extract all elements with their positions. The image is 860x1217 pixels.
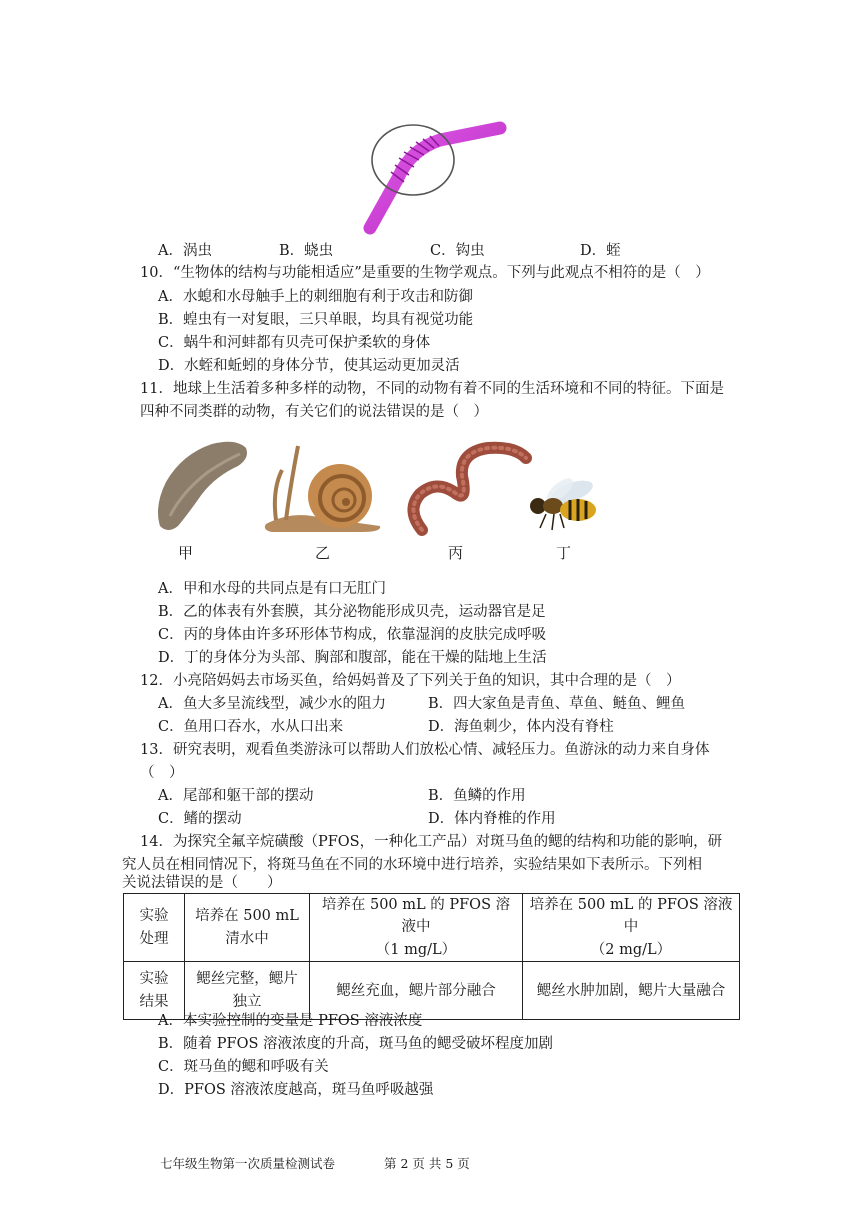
q10-option-b: B．蝗虫有一对复眼，三只单眼，均具有视觉功能 <box>158 312 474 328</box>
q12-option-b: B．四大家鱼是青鱼、草鱼、鲢鱼、鲤鱼 <box>428 696 686 712</box>
q9-option-c: C．钩虫 <box>430 243 485 259</box>
q13-option-a: A．尾部和躯干部的摆动 <box>158 788 314 804</box>
flatworm-illustration <box>152 436 252 536</box>
q12-option-a: A．鱼大多呈流线型，减少水的阻力 <box>158 696 386 712</box>
q12-option-d: D．海鱼刺少，体内没有脊柱 <box>428 719 614 735</box>
table-cell: 鳃丝完整，鳃片 独立 <box>185 962 310 1020</box>
q12-option-c: C．鱼用口吞水，水从口出来 <box>158 719 344 735</box>
q13-stem-line2: （ ） <box>140 765 184 781</box>
q11-option-a: A．甲和水母的共同点是有口无肛门 <box>158 581 386 597</box>
q9-option-b: B．蛲虫 <box>279 243 334 259</box>
q13-option-b: B．鱼鳞的作用 <box>428 788 526 804</box>
q10-option-c: C．蜗牛和河蚌都有贝壳可保护柔软的身体 <box>158 335 431 351</box>
q14-stem-line1: 14．为探究全氟辛烷磺酸（PFOS，一种化工产品）对斑马鱼的鳃的结构和功能的影响，研 <box>140 834 723 850</box>
q9-option-d: D．蛭 <box>580 243 621 259</box>
q11-option-d: D．丁的身体分为头部、胸部和腹部，能在干燥的陆地上生活 <box>158 650 547 666</box>
bee-illustration <box>526 476 606 536</box>
q11-stem-line1: 11．地球上生活着多种多样的动物，不同的动物有着不同的生活环境和不同的特征。下面是 <box>140 381 724 397</box>
table-row <box>124 962 740 1020</box>
table-cell: 鳃丝水肿加剧，鳃片大量融合 <box>523 962 740 1020</box>
q11-option-b: B．乙的体表有外套膜，其分泌物能形成贝壳，运动器官是足 <box>158 604 546 620</box>
earthworm-illustration <box>402 440 532 540</box>
table-cell: 培养在 500 mL 的 PFOS 溶液中 （1 mg/L） <box>310 894 523 962</box>
footer-exam-title: 七年级生物第一次质量检测试卷 <box>160 1156 336 1171</box>
q14-stem-line2: 究人员在相同情况下，将斑马鱼在不同的水环境中进行培养，实验结果如下表所示。下列相 <box>122 857 702 873</box>
table-cell: 鳃丝充血，鳃片部分融合 <box>310 962 523 1020</box>
q14-option-c: C．斑马鱼的鳃和呼吸有关 <box>158 1059 329 1075</box>
table-row <box>124 894 740 962</box>
footer-page-number: 第 2 页 共 5 页 <box>384 1156 470 1171</box>
q11-stem-line2: 四种不同类群的动物，有关它们的说法错误的是（ ） <box>140 404 488 420</box>
q10-option-a: A．水螅和水母触手上的刺细胞有利于攻击和防御 <box>158 289 473 305</box>
animal-label-ding: 丁 <box>556 544 572 562</box>
experiment-table <box>123 893 740 1020</box>
snail-illustration <box>262 440 384 532</box>
animal-label-bing: 丙 <box>448 544 464 562</box>
q13-option-d: D．体内脊椎的作用 <box>428 811 556 827</box>
q9-option-a: A．涡虫 <box>158 243 212 259</box>
q11-option-c: C．丙的身体由许多环形体节构成，依靠湿润的皮肤完成呼吸 <box>158 627 547 643</box>
q13-option-c: C．鳍的摆动 <box>158 811 242 827</box>
q14-option-d: D．PFOS 溶液浓度越高，斑马鱼呼吸越强 <box>158 1082 434 1098</box>
q10-option-d: D．水蛭和蚯蚓的身体分节，使其运动更加灵活 <box>158 358 460 374</box>
q14-option-b: B．随着 PFOS 溶液浓度的升高，斑马鱼的鳃受破坏程度加剧 <box>158 1036 554 1052</box>
q13-stem-line1: 13．研究表明，观看鱼类游泳可以帮助人们放松心情、减轻压力。鱼游泳的动力来自身体 <box>140 742 710 758</box>
table-header-cell: 实验 处理 <box>124 894 185 962</box>
animal-label-jia: 甲 <box>178 544 194 562</box>
animal-label-yi: 乙 <box>315 544 331 562</box>
q10-stem: 10．“生物体的结构与功能相适应”是重要的生物学观点。下列与此观点不相符的是（ ） <box>140 265 710 281</box>
table-header-cell: 实验 结果 <box>124 962 185 1020</box>
table-cell: 培养在 500 mL 的 PFOS 溶液中 （2 mg/L） <box>523 894 740 962</box>
q12-stem: 12．小亮陪妈妈去市场买鱼，给妈妈普及了下列关于鱼的知识，其中合理的是（ ） <box>140 673 681 689</box>
q14-stem-line3: 关说法错误的是（ ） <box>122 875 282 891</box>
bent-straw-illustration <box>0 0 860 240</box>
q14-option-a: A．本实验控制的变量是 PFOS 溶液浓度 <box>158 1013 423 1029</box>
table-cell: 培养在 500 mL 清水中 <box>185 894 310 962</box>
